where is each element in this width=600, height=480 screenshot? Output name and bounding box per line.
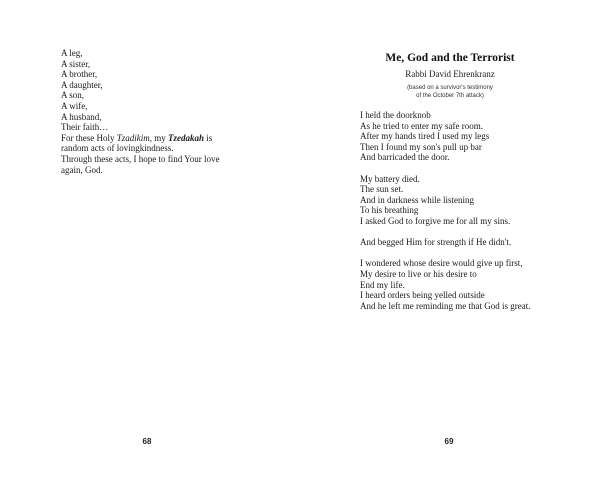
poem-line: A leg,: [61, 48, 83, 58]
poem-line: A brother,: [61, 69, 98, 80]
poem-line: I held the doorknob: [360, 110, 431, 120]
page-number-right: 69: [444, 437, 454, 446]
poem-line: As he tried to enter my safe room.: [360, 120, 483, 131]
poem-line: And in darkness while listening: [360, 194, 474, 205]
poem-line: A husband,: [61, 111, 102, 122]
right-poem: [360, 110, 580, 322]
subtitle-line: (based on a survivor's testimony: [407, 85, 493, 91]
poem-line: A sister,: [61, 58, 91, 69]
poem-line: And barricaded the door.: [360, 152, 450, 163]
poem-line: I wondered whose desire would give up first,: [360, 258, 523, 269]
poem-line: Through these acts, I hope to find Your love: [61, 153, 220, 164]
subtitle-line: of the October 7th attack): [416, 93, 484, 99]
poem-line: And he left me reminding me that God is great.: [360, 300, 531, 311]
poem-line: again, God.: [61, 164, 103, 175]
right-page: [300, 0, 600, 480]
line-middle: , my: [149, 132, 169, 143]
line-prefix: For these Holy: [61, 132, 117, 143]
poem-line-emphasis: [61, 133, 241, 144]
poem-line: Their faith…: [61, 122, 109, 133]
poem-line: And begged Him for strength if He didn't.: [360, 237, 512, 248]
line-suffix: is: [204, 132, 213, 143]
poem-line: A son,: [61, 90, 85, 101]
bold-italic-word: Tzedakah: [168, 132, 205, 143]
stanza-1: [360, 110, 580, 163]
poem-title: Me, God and the Terrorist: [385, 52, 515, 64]
stanza-3: [360, 237, 580, 248]
page-number-left: 68: [142, 437, 152, 446]
poem-line: A daughter,: [61, 79, 103, 90]
poem-line: End my life.: [360, 279, 405, 290]
poem-line: My desire to live or his desire to: [360, 268, 477, 279]
left-poem: [61, 48, 241, 175]
poem-line: Then I found my son's pull up bar: [360, 141, 482, 152]
poem-line: To his breathing: [360, 205, 419, 216]
poem-subtitle: [300, 84, 600, 100]
stanza-2: [360, 174, 580, 227]
poem-line: I heard orders being yelled outside: [360, 290, 485, 301]
poem-line: My battery died.: [360, 173, 420, 184]
poem-line: The sun set.: [360, 184, 404, 195]
stanza-4: [360, 258, 580, 311]
poem-author: Rabbi David Ehrenkranz: [405, 69, 495, 79]
poem-line: random acts of lovingkindness.: [61, 143, 174, 154]
poem-line: A wife,: [61, 100, 88, 111]
poem-line: After my hands tired I used my legs: [360, 131, 490, 142]
italic-word: Tzadikim: [116, 132, 150, 143]
poem-line: I asked God to forgive me for all my sins.: [360, 215, 511, 226]
